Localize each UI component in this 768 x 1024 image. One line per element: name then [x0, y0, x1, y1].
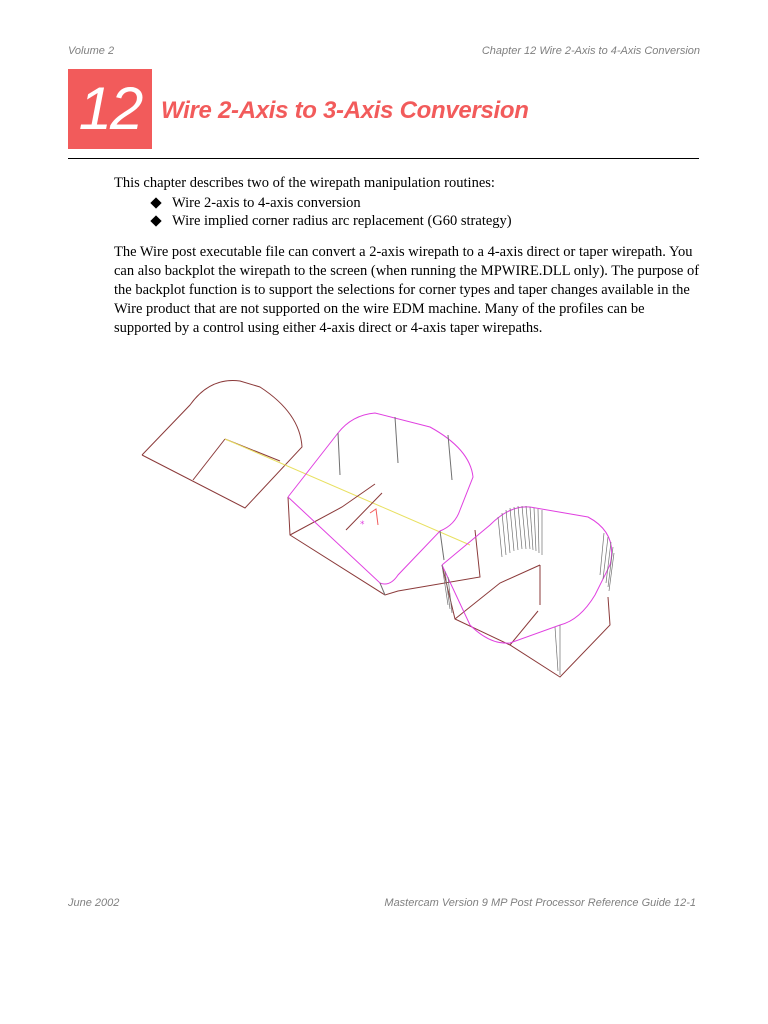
bullet-text: Wire 2-axis to 4-axis conversion: [172, 195, 361, 211]
running-header-chapter: Chapter 12 Wire 2-Axis to 4-Axis Conversion: [481, 45, 700, 57]
bullet-item: [152, 212, 512, 230]
direct-shape: [288, 413, 480, 595]
bullet-text: Wire implied corner radius arc replacement (G60 strategy): [172, 213, 512, 229]
taper-shape: [442, 507, 612, 677]
title-rule: [68, 158, 699, 159]
chapter-number-box: 12: [68, 69, 152, 149]
running-header-volume: Volume 2: [68, 45, 115, 57]
taper-ruling-lines: [442, 506, 614, 675]
svg-text:*: *: [360, 520, 365, 530]
bullet-list: [152, 194, 512, 230]
footer-guide-title: Mastercam Version 9 MP Post Processor Reference Guide 12-1: [384, 897, 696, 909]
footer-date: June 2002: [68, 897, 120, 909]
body-paragraph: The Wire post executable file can convert a 2-axis wirepath to a 4-axis direct or taper wirepath. You can also backplot the wirepath to the screen (when running the MPWIRE.DLL only). The purpose of the backplot function is to support the selections for corner types and taper changes available in the Wire product that are not supported on the wire EDM machine. Many of the profiles can be supported by a control using either 4-axis direct or 4-axis taper wirepaths.: [114, 244, 700, 336]
bullet-item: [152, 194, 512, 212]
diamond-bullet-icon: [150, 197, 161, 208]
chapter-title: Wire 2-Axis to 3-Axis Conversion: [161, 97, 529, 124]
diamond-bullet-icon: [150, 215, 161, 226]
intro-text: This chapter describes two of the wirepath manipulation routines:: [114, 175, 495, 191]
wirepath-backplot-figure: [130, 365, 630, 685]
flat-profile: [142, 381, 302, 509]
